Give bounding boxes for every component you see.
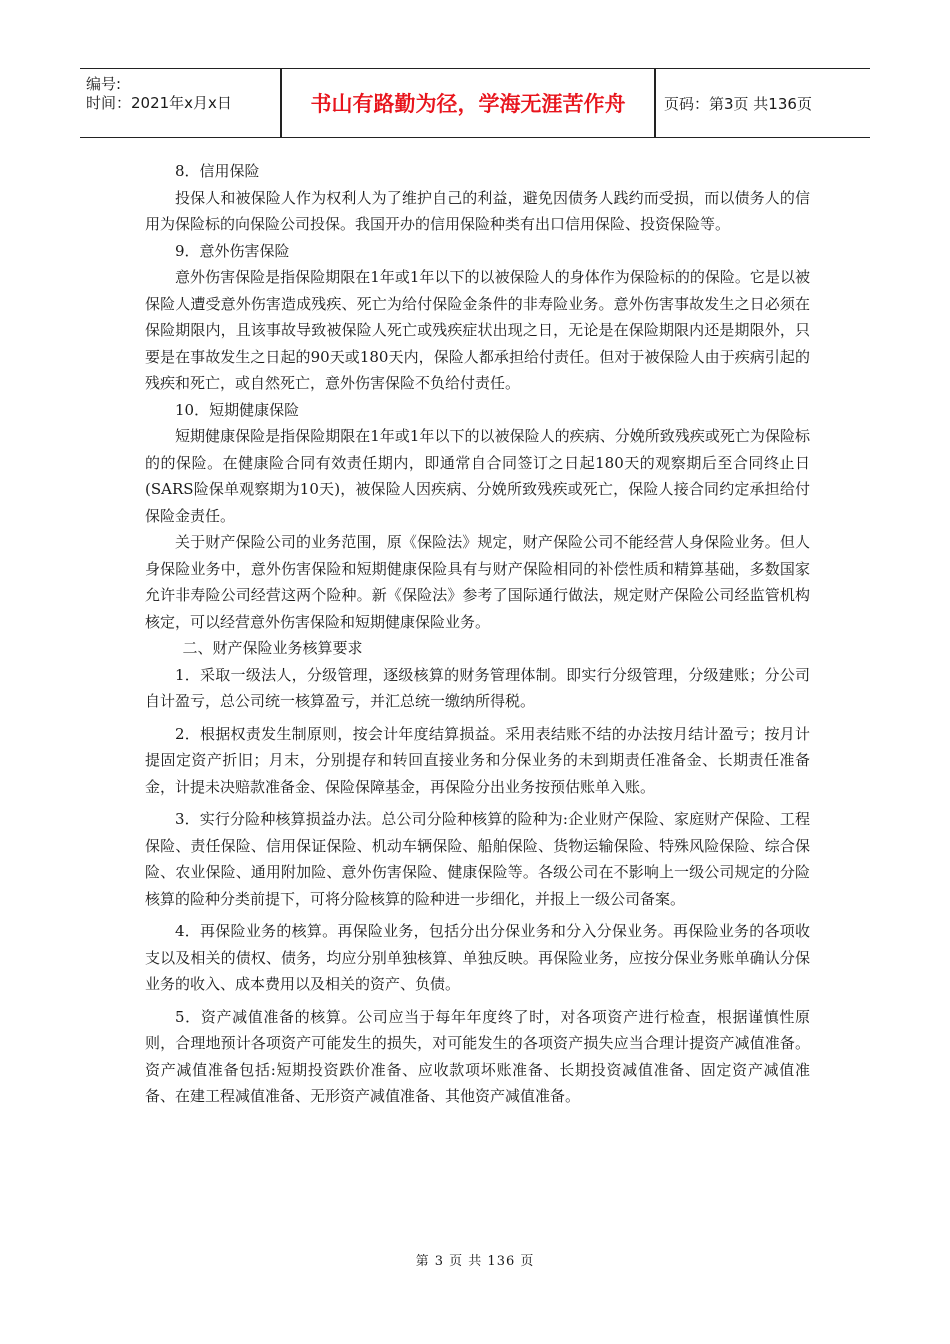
section-heading-credit-insurance: 8．信用保险 <box>175 162 260 180</box>
header-divider-right <box>654 69 656 137</box>
section-heading-accounting-requirements: 二、财产保险业务核算要求 <box>182 639 363 657</box>
paragraph: 意外伤害保险是指保险期限在1年或1年以下的以被保险人的身体作为保险标的的保险。它是以被保险人遭受意外伤害造成残疾、死亡为给付保险金条件的非寿险业务。意外伤害事故发生之日必须在保险期限内，且该事故导致被保险人死亡或残疾症状出现之日，无论是在保险期限内还是期限外，只要是在事故发生之日起的90天或180天内，保险人都承担给付责任。但对于被保险人由于疾病引起的残疾和死亡，或自然死亡，意外伤害保险不负给付责任。 <box>145 268 810 392</box>
date-label: 时间：2021年x月x日 <box>86 94 232 112</box>
section-heading-health-insurance: 10．短期健康保险 <box>175 400 300 419</box>
list-item: 3．实行分险种核算损益办法。总公司分险种核算的险种为:企业财产保险、家庭财产保险、工程保险、责任保险、信用保证保险、机动车辆保险、船舶保险、货物运输保险、特殊风险保险、综合保险、农业保险、通用附加险、意外伤害保险、健康保险等。各级公司在不影响上一级公司规定的分险核算的险种分类前提下，可将分险核算的险种进一步细化，并报上一级公司备案。 <box>145 810 810 908</box>
page-header <box>80 68 870 138</box>
header-page-info: 页码：第3页 共136页 <box>664 94 812 113</box>
list-item: 1．采取一级法人，分级管理，逐级核算的财务管理体制。即实行分级管理，分级建账；分公司自计盈亏，总公司统一核算盈亏，并汇总统一缴纳所得税。 <box>145 665 810 710</box>
header-motto: 书山有路勤为径，学海无涯苦作舟 <box>310 92 626 116</box>
header-meta <box>80 69 280 137</box>
section-heading-accident-insurance: 9．意外伤害保险 <box>175 241 290 260</box>
document-body <box>145 158 810 1110</box>
page-footer: 第 3 页 共 136 页 <box>415 1254 535 1269</box>
list-item: 2．根据权责发生制原则，按会计年度结算损益。采用表结账不结的办法按月结计盈亏；按月计提固定资产折旧；月末，分别提存和转回直接业务和分保业务的未到期责任准备金、长期责任准备金，计提未决赔款准备金、保险保障基金，再保险分出业务按预估账单入账。 <box>145 724 810 796</box>
list-item: 5．资产减值准备的核算。公司应当于每年年度终了时，对各项资产进行检查，根据谨慎性原则，合理地预计各项资产可能发生的损失，对可能发生的各项资产损失应当合理计提资产减值准备。资产减值准备包括:短期投资跌价准备、应收款项坏账准备、长期投资减值准备、固定资产减值准备、在建工程减值准备、无形资产减值准备、其他资产减值准备。 <box>145 1007 810 1105</box>
paragraph: 投保人和被保险人作为权利人为了维护自己的利益，避免因债务人践约而受损，而以债务人的信用为保险标的向保险公司投保。我国开办的信用保险种类有出口信用保险、投资保险等。 <box>145 188 810 233</box>
paragraph: 关于财产保险公司的业务范围，原《保险法》规定，财产保险公司不能经营人身保险业务。但人身保险业务中，意外伤害保险和短期健康保险具有与财产保险相同的补偿性质和精算基础，多数国家允许非寿险公司经营这两个险种。新《保险法》参考了国际通行做法，规定财产保险公司经监管机构核定，可以经营意外伤害保险和短期健康保险业务。 <box>145 533 810 631</box>
number-label: 编号: <box>86 75 122 93</box>
list-item: 4．再保险业务的核算。再保险业务，包括分出分保业务和分入分保业务。再保险业务的各项收支以及相关的债权、债务，均应分别单独核算、单独反映。再保险业务，应按分保业务账单确认分保业务的收入、成本费用以及相关的资产、负债。 <box>145 922 810 993</box>
paragraph: 短期健康保险是指保险期限在1年或1年以下的以被保险人的疾病、分娩所致残疾或死亡为保险标的的保险。在健康险合同有效责任期内，即通常自合同签订之日起180天的观察期后至合同终止日(SARS险保单观察期为10天)，被保险人因疾病、分娩所致残疾或死亡，保险人接合同约定承担给付保险金责任。 <box>145 427 810 525</box>
